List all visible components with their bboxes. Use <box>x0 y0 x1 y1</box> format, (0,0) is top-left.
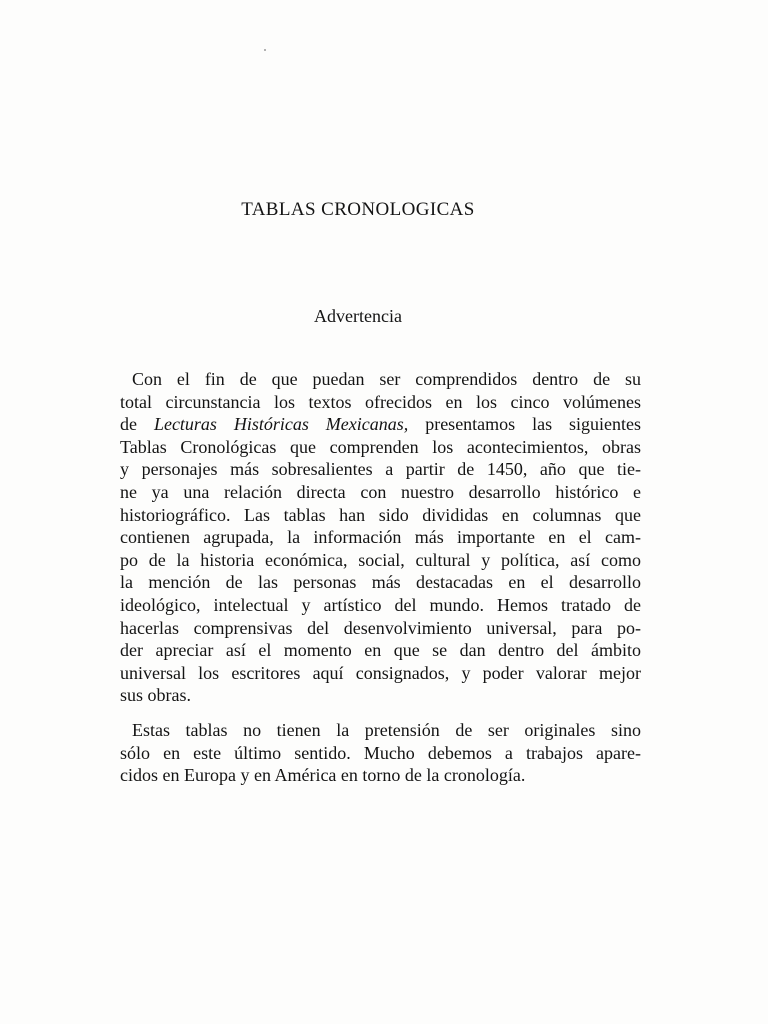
text-segment: de <box>120 414 137 435</box>
page-title: TABLAS CRONOLOGICAS <box>241 199 475 220</box>
paragraph-1-line-10: la mención de las personas más destacadas en el desarrollo <box>120 572 641 593</box>
paragraph-2-line-1: Estas tablas no tienen la pretensión de ser originales sino <box>132 719 641 740</box>
paragraph-1-line-9: po de la historia económica, social, cultural y política, así como <box>120 549 641 570</box>
paragraph-1-line-13: der apreciar así el momento en que se dan dentro del ámbito <box>120 640 641 661</box>
section-heading: Advertencia <box>314 306 402 326</box>
paragraph-2-line-3: cidos en Europa y en América en torno de la cronología. <box>120 765 526 786</box>
paragraph-1-line-6: ne ya una relación directa con nuestro desarrollo histórico e <box>120 481 641 502</box>
body-text <box>108 368 641 787</box>
paragraph-1-line-15: sus obras. <box>120 685 191 706</box>
paragraph-2-line-2: sólo en este último sentido. Mucho debemos a trabajos apare- <box>120 742 641 763</box>
paragraph-1-line-7: historiográfico. Las tablas han sido divididas en columnas que <box>120 504 641 525</box>
paragraph-1-line-1: Con el fin de que puedan ser comprendidos dentro de su <box>132 369 641 389</box>
paragraph-1-line-2: total circunstancia los textos ofrecidos en los cinco volúmenes <box>120 391 641 412</box>
book-title-italic: Lecturas Históricas Mexicanas, <box>153 414 409 435</box>
paragraph-1-line-11: ideológico, intelectual y artístico del mundo. Hemos tratado de <box>120 594 641 615</box>
paragraph-1-line-14: universal los escritores aquí consignados, y poder valorar mejor <box>120 662 641 683</box>
paragraph-1-line-12: hacerlas comprensivas del desenvolvimiento universal, para po- <box>120 617 641 638</box>
paragraph-1-line-8: contienen agrupada, la información más importante en el cam- <box>120 527 641 548</box>
paragraph-1-line-3 <box>108 413 641 436</box>
paragraph-1 <box>108 368 641 707</box>
text-segment: presentamos las siguientes <box>425 414 642 435</box>
paragraph-1-line-4: Tablas Cronológicas que comprenden los acontecimientos, obras <box>120 436 641 457</box>
scan-speck <box>264 49 266 51</box>
paragraph-1-line-5: y personajes más sobresalientes a partir de 1450, año que tie- <box>120 459 641 480</box>
paragraph-2 <box>108 719 641 787</box>
